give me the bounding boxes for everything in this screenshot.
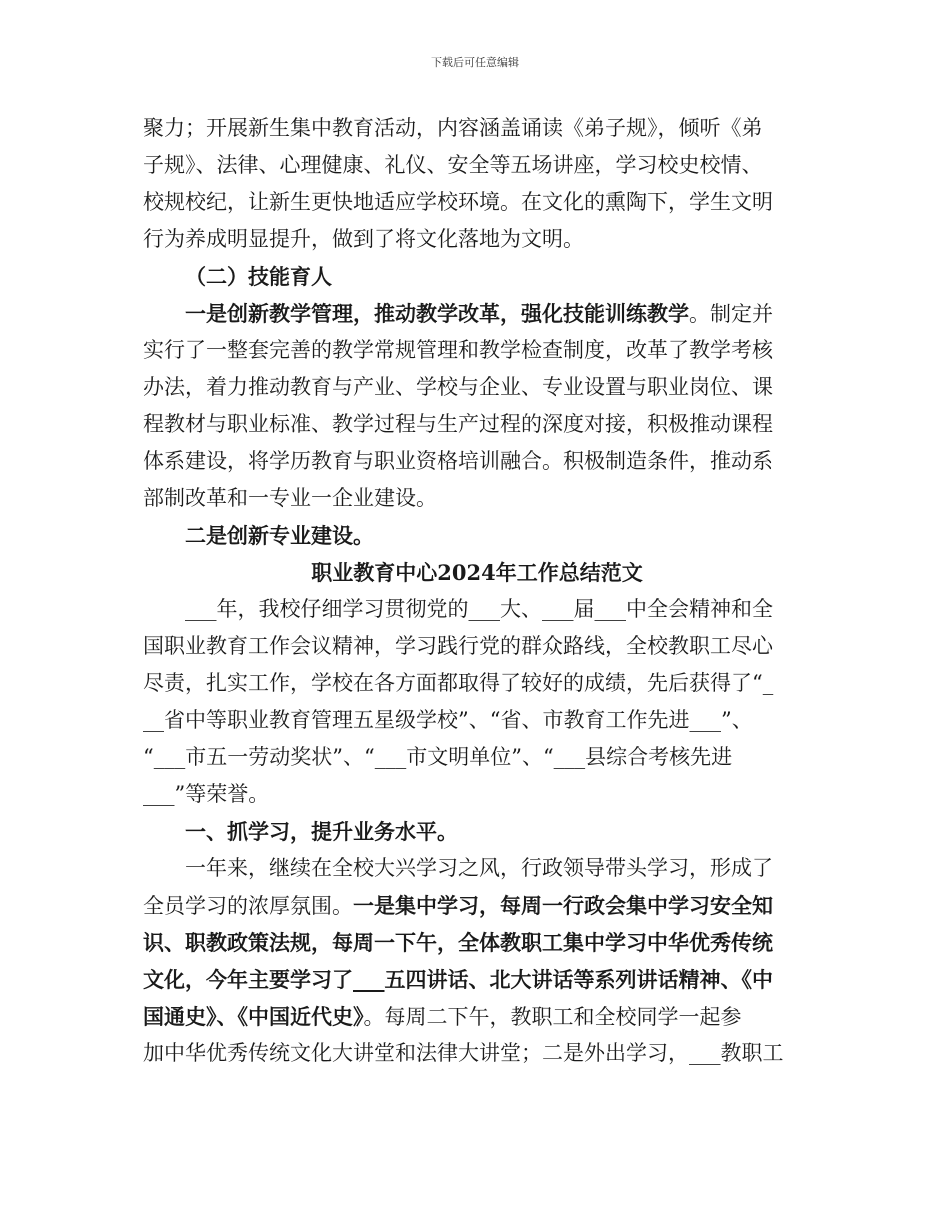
text-line: 加中华优秀传统文化大讲堂和法律大讲堂；二是外出学习，___教职工	[143, 1041, 784, 1065]
text-line: 识、职教政策法规，每周一下午，全体教职工集中学习中华优秀传统	[143, 930, 773, 955]
document-body	[143, 110, 811, 1072]
text-line: 部制改革和一专业一企业建设。	[143, 486, 437, 510]
text-line: __省中等职业教育管理五星级学校”、“省、市教育工作先进___”、	[143, 708, 753, 732]
document-title: 职业教育中心2024年工作总结范文	[311, 560, 643, 585]
text-line: 尽责，扎实工作，学校在各方面都取得了较好的成绩，先后获得了“_	[143, 671, 774, 695]
section-heading: 二是创新专业建设。	[185, 523, 374, 548]
text-line: “___市五一劳动奖状”、“___市文明单位”、“___县综合考核先进	[143, 745, 733, 769]
text-line: 国通史》、《中国近代史》。每周二下午，教职工和全校同学一起参	[143, 1004, 742, 1029]
text-line: 文化，今年主要学习了___五四讲话、北大讲话等系列讲话精神、《中	[143, 967, 773, 992]
text-line: ___”等荣誉。	[143, 782, 270, 806]
text-line: ___年，我校仔细学习贯彻党的___大、___届___中全会精神和全	[185, 597, 773, 621]
text-line: 办法，着力推动教育与产业、学校与企业、专业设置与职业岗位、课	[143, 375, 773, 399]
text-line: 国职业教育工作会议精神，学习践行党的群众路线，全校教职工尽心	[143, 634, 773, 658]
text-line: 校规校纪，让新生更快地适应学校环境。在文化的熏陶下，学生文明	[143, 190, 773, 214]
text-line: 全员学习的浓厚氛围。一是集中学习，每周一行政会集中学习安全知	[143, 893, 773, 918]
text-line: 一是创新教学管理，推动教学改革，强化技能训练教学。制定并	[185, 301, 773, 326]
text-line: 一年来，继续在全校大兴学习之风，行政领导带头学习，形成了	[185, 856, 773, 880]
text-line: 聚力；开展新生集中教育活动，内容涵盖诵读《弟子规》，倾听《弟	[143, 116, 763, 140]
section-heading: （二）技能育人	[185, 264, 332, 289]
text-line: 子规》、法律、心理健康、礼仪、安全等五场讲座，学习校史校情、	[143, 153, 763, 177]
page-header: 下载后可任意编辑	[431, 56, 519, 69]
text-line: 体系建设，将学历教育与职业资格培训融合。积极制造条件，推动系	[143, 449, 773, 473]
text-line: 行为养成明显提升，做到了将文化落地为文明。	[143, 227, 584, 251]
section-heading: 一、抓学习，提升业务水平。	[185, 819, 458, 844]
text-line: 实行了一整套完善的教学常规管理和教学检查制度，改革了教学考核	[143, 338, 773, 362]
text-line: 程教材与职业标准、教学过程与生产过程的深度对接，积极推动课程	[143, 412, 773, 436]
